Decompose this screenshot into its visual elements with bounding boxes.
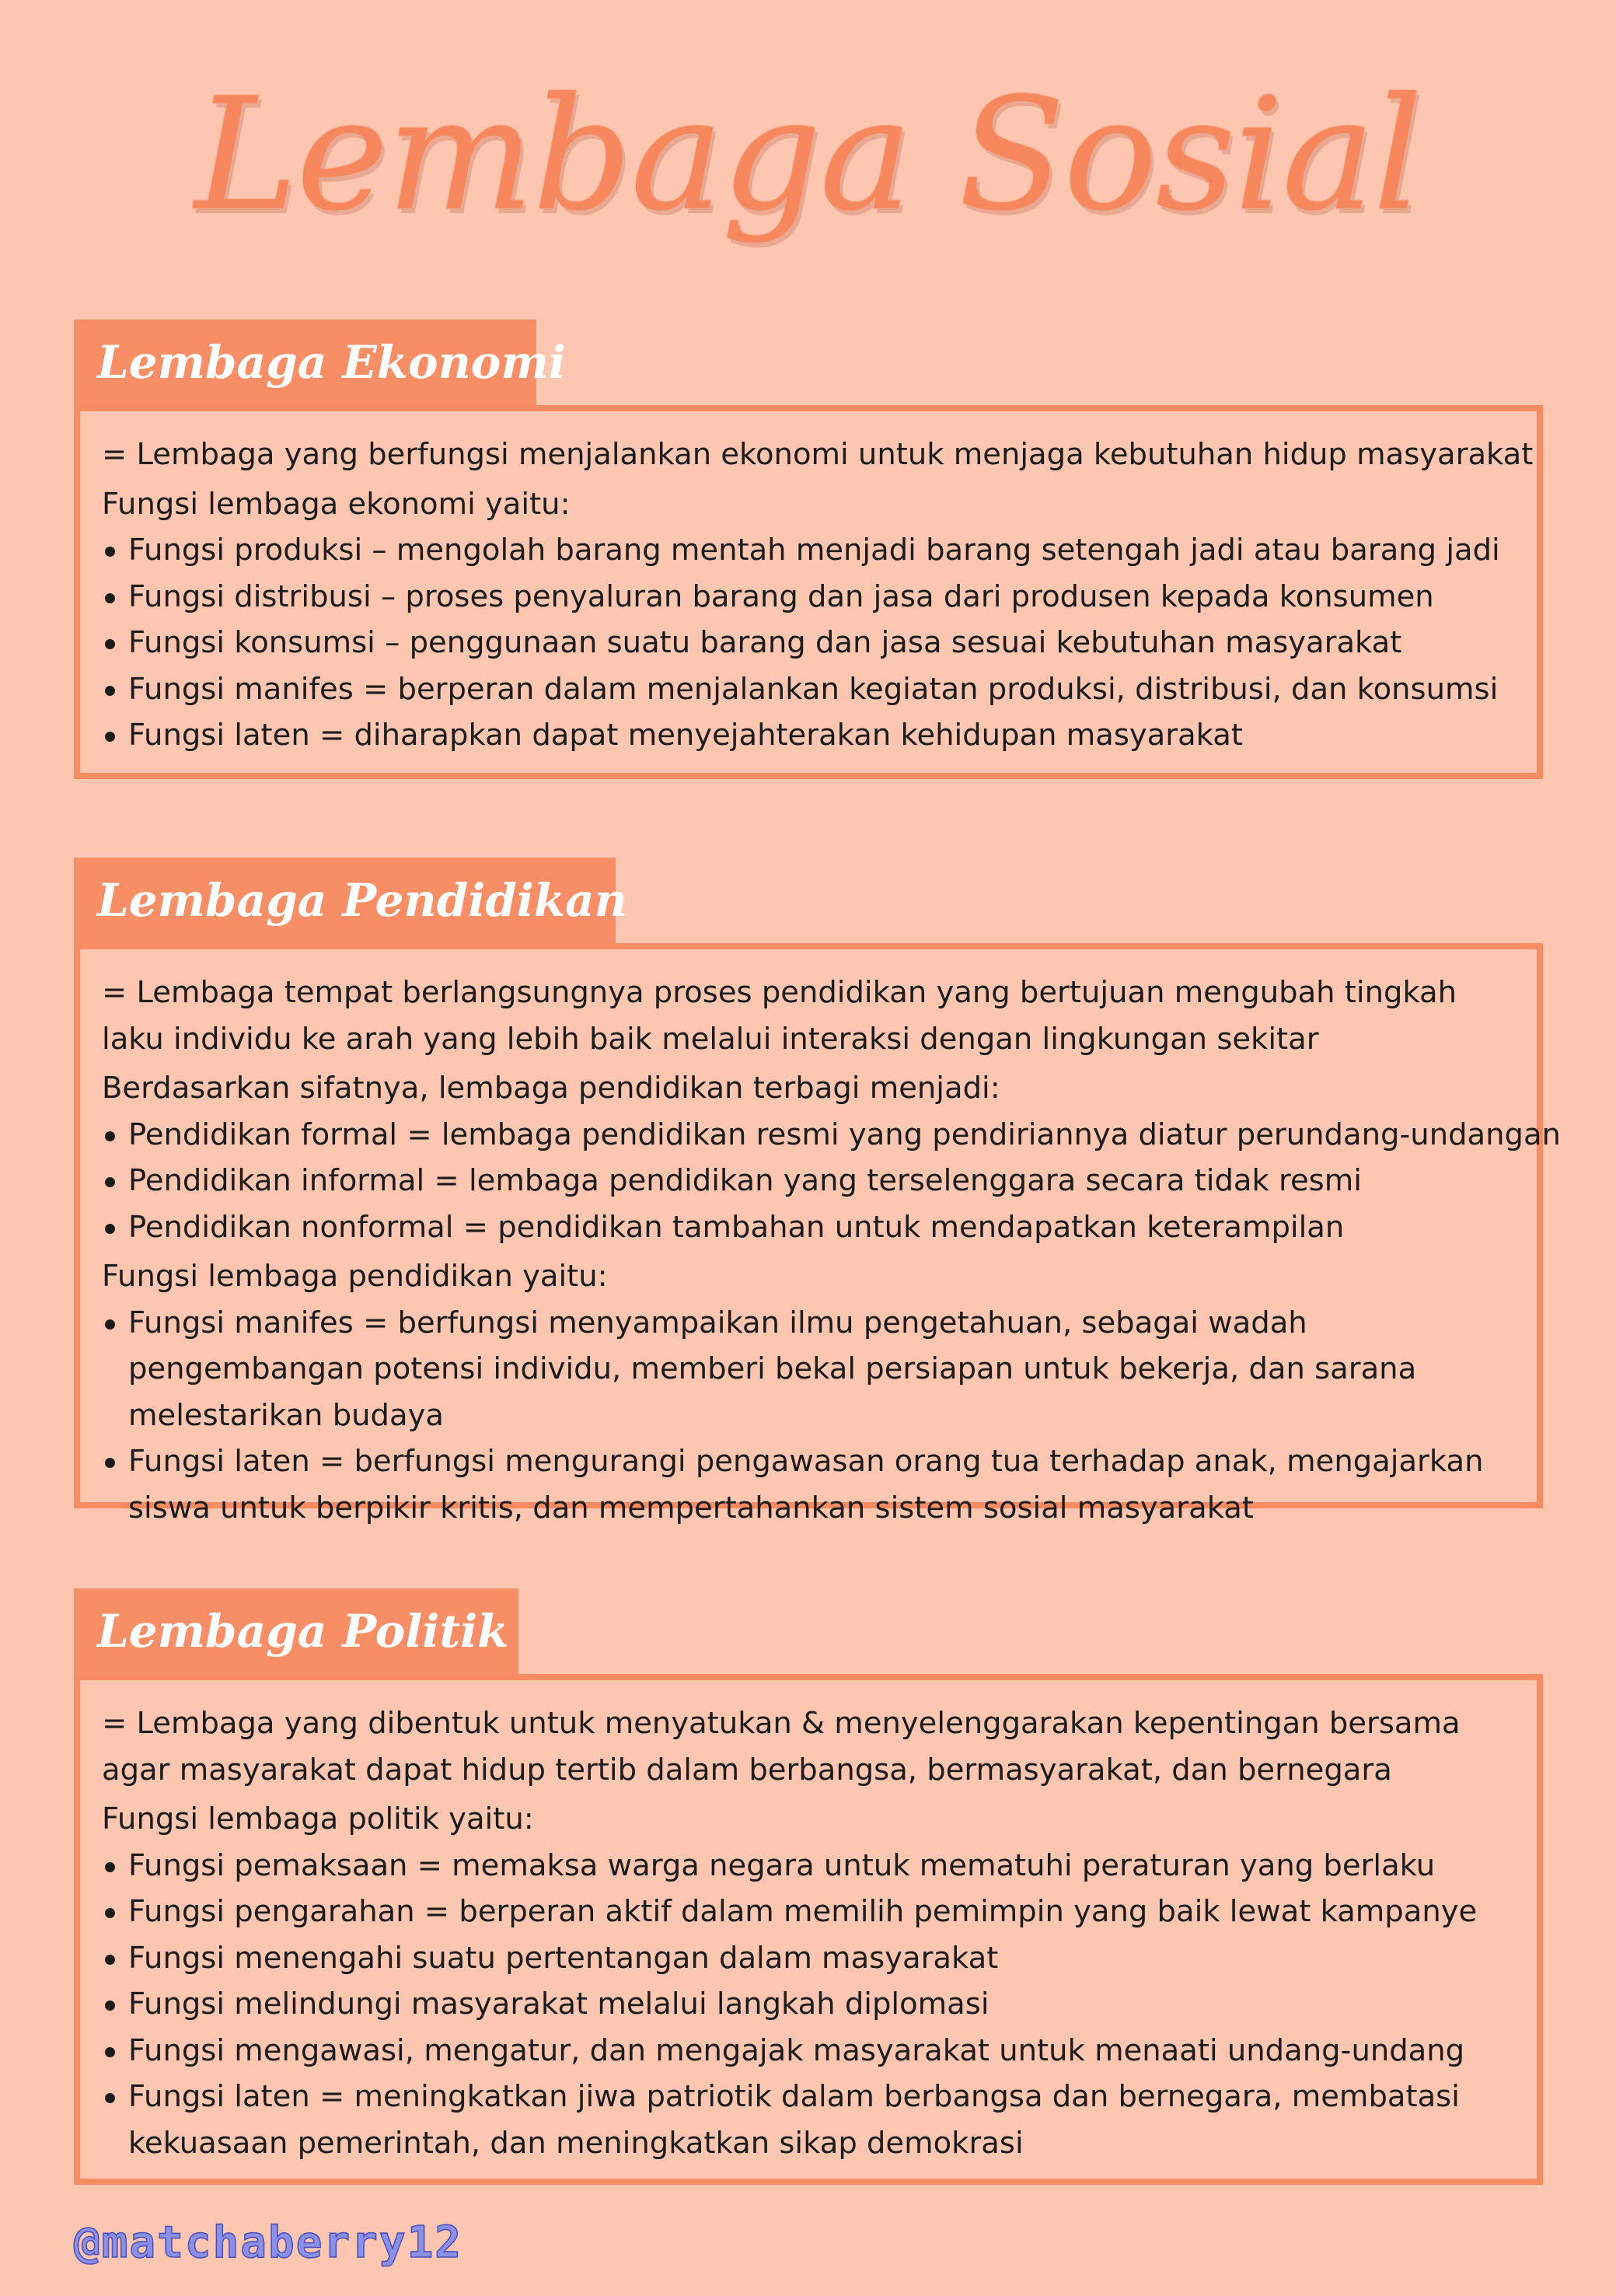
list-item: Fungsi produksi – mengolah barang mentah menjadi barang setengah jadi atau barang jadi [102, 527, 1515, 574]
list-intro: Fungsi lembaga ekonomi yaitu: [102, 486, 571, 522]
section-content-box [74, 1674, 1543, 2185]
list-item: Fungsi mengawasi, mengatur, dan mengajak masyarakat untuk menaati undang-undang [102, 2028, 1515, 2074]
list-item: Pendidikan formal = lembaga pendidikan resmi yang pendiriannya diatur perundang-undangan [102, 1112, 1515, 1158]
list-item: Pendidikan informal = lembaga pendidikan yang terselenggara secara tidak resmi [102, 1158, 1515, 1204]
list-item: Fungsi pengarahan = berperan aktif dalam memilih pemimpin yang baik lewat kampanye [102, 1889, 1515, 1935]
list-item: Fungsi konsumsi – penggunaan suatu barang dan jasa sesuai kebutuhan masyarakat [102, 620, 1515, 666]
list-item: Fungsi laten = meningkatkan jiwa patriotik dalam berbangsa dan bernegara, membatasi kekuasaan pemerintah, dan meningkatkan sikap demokrasi [102, 2074, 1515, 2166]
page-title: Lembaga Sosial [194, 65, 1422, 246]
list-item: Fungsi pemaksaan = memaksa warga negara untuk mematuhi peraturan yang berlaku [102, 1843, 1515, 1889]
section-content-box [74, 943, 1561, 1525]
section-heading: Lembaga Pendidikan [74, 858, 616, 943]
section-heading: Lembaga Ekonomi [74, 320, 536, 405]
function-list [102, 1843, 1515, 2167]
definition-text: = Lembaga yang dibentuk untuk menyatukan & menyelenggarakan kepentingan bersama agar masyarakat dapat hidup tertib dalam berbangsa, bermasyarakat, dan bernegara [102, 1706, 1461, 1788]
function-list [102, 1300, 1515, 1532]
list-item: Fungsi manifes = berfungsi menyampaikan ilmu pengetahuan, sebagai wadah pengembangan potensi individu, memberi bekal persiapan untuk bekerja, dan sarana melestarikan budaya [102, 1300, 1515, 1439]
section-content-box [74, 405, 1543, 779]
definition-text: = Lembaga tempat berlangsungnya proses pendidikan yang bertujuan mengubah tingkah laku individu ke arah yang lebih baik melalui interaksi dengan lingkungan sekitar [102, 975, 1457, 1057]
list-item: Pendidikan nonformal = pendidikan tambahan untuk mendapatkan keterampilan [102, 1204, 1515, 1251]
list-item: Fungsi distribusi – proses penyaluran barang dan jasa dari produsen kepada konsumen [102, 574, 1515, 620]
function-list [102, 527, 1515, 759]
definition-text: = Lembaga yang berfungsi menjalankan ekonomi untuk menjaga kebutuhan hidup masyarakat [102, 437, 1534, 472]
list-item: Fungsi laten = berfungsi mengurangi pengawasan orang tua terhadap anak, mengajarkan siswa untuk berpikir kritis, dan mempertahankan sistem sosial masyarakat [102, 1438, 1515, 1531]
list-intro: Fungsi lembaga pendidikan yaitu: [102, 1259, 608, 1294]
list-intro: Berdasarkan sifatnya, lembaga pendidikan terbagi menjadi: [102, 1071, 1000, 1106]
list-intro: Fungsi lembaga politik yaitu: [102, 1802, 534, 1836]
list-item: Fungsi menengahi suatu pertentangan dalam masyarakat [102, 1935, 1515, 1982]
author-handle: @matchaberry12 [74, 2217, 463, 2268]
list-item: Fungsi manifes = berperan dalam menjalankan kegiatan produksi, distribusi, dan konsumsi [102, 666, 1515, 713]
list-item: Fungsi laten = diharapkan dapat menyejahterakan kehidupan masyarakat [102, 712, 1515, 759]
type-list [102, 1112, 1561, 1251]
section-heading: Lembaga Politik [74, 1588, 518, 1674]
list-item: Fungsi melindungi masyarakat melalui langkah diplomasi [102, 1981, 1515, 2028]
